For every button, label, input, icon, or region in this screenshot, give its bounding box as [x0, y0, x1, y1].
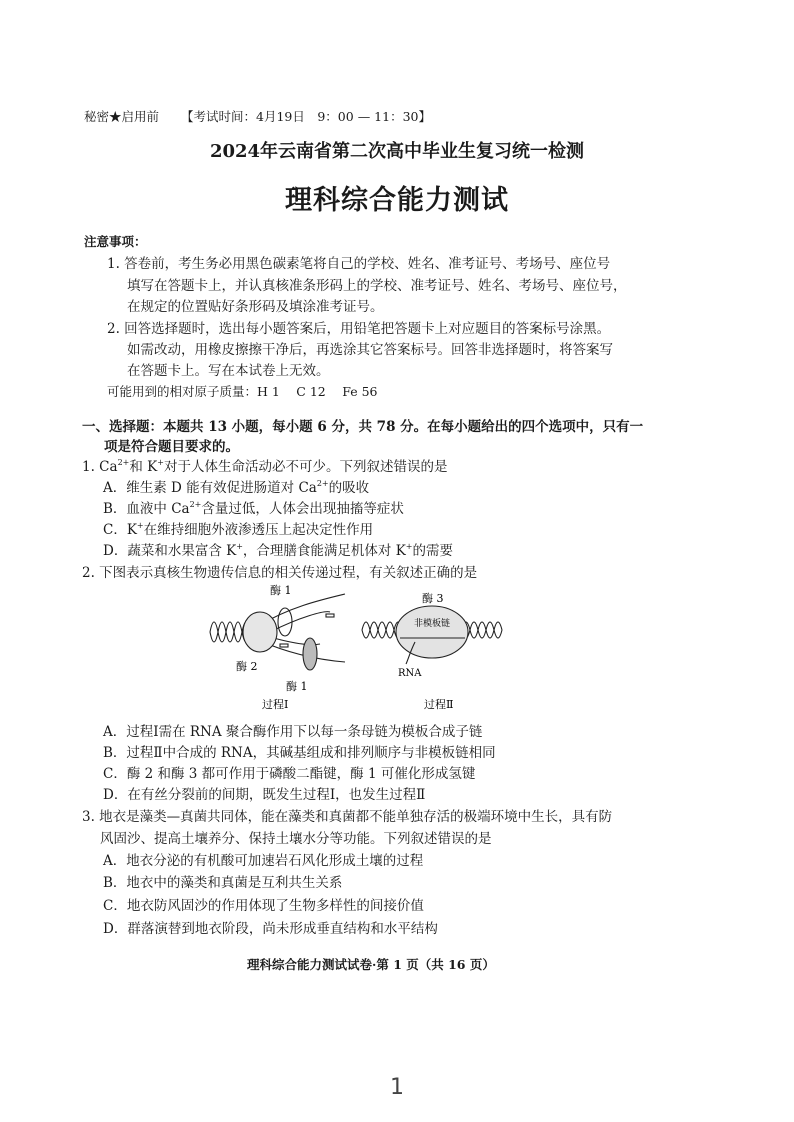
question-3-option-b: B．地衣中的藻类和真菌是互利共生关系	[103, 875, 343, 891]
notice-item-1-line2: 填写在答题卡上，并认真核准条形码上的学校、准考证号、姓名、考场号、座位号，	[127, 278, 627, 294]
question-1-option-b: B．血液中 $Ca^{2+}$含量过低，人体会出现抽搐等症状	[103, 500, 404, 517]
question-3-option-d: D．群落演替到地衣阶段，尚未形成垂直结构和水平结构	[103, 921, 438, 937]
rna-label: RNA	[398, 668, 422, 679]
question-2-option-b: B．过程Ⅱ中合成的 RNA，其碱基组成和排列顺序与非模板链相同	[103, 745, 496, 761]
question-2-option-a: A．过程Ⅰ需在 RNA 聚合酶作用下以每一条母链为模板合成子链	[103, 724, 483, 740]
section-heading-line2: 项是符合题目要求的。	[104, 439, 239, 455]
notice-item-2-line2: 如需改动，用橡皮擦擦干净后，再选涂其它答案标号。回答非选择题时，将答案写	[127, 342, 613, 358]
notice-item-1-line3: 在规定的位置贴好条形码及填涂准考证号。	[127, 299, 384, 315]
question-2-option-c: C．酶 2 和酶 3 都可作用于磷酸二酯键，酶 1 可催化形成氢键	[103, 766, 476, 782]
genetic-process-figure	[200, 582, 540, 712]
question-3-stem-line2: 风固沙、提高土壤养分、保持土壤水分等功能。下列叙述错误的是	[100, 831, 492, 847]
question-2-stem: 2. 下图表示真核生物遗传信息的相关传递过程，有关叙述正确的是	[82, 565, 478, 581]
enzyme-2-shape	[243, 612, 277, 652]
enzyme-3-label: 酶 3	[422, 592, 444, 605]
subject-title: 理科综合能力测试	[285, 185, 509, 216]
question-3-option-c: C．地衣防风固沙的作用体现了生物多样性的间接价值	[103, 898, 424, 914]
notice-item-1-line1: 1. 答卷前，考生务必用黑色碳素笔将自己的学校、姓名、准考证号、考场号、座位号	[107, 256, 611, 272]
notice-heading: 注意事项：	[84, 234, 147, 249]
page-number: 1	[390, 1075, 404, 1100]
notice-item-2-line3: 在答题卡上。写在本试卷上无效。	[127, 363, 330, 379]
enzyme-1-top-label: 酶 1	[270, 584, 292, 597]
process-2-label: 过程Ⅱ	[424, 698, 454, 711]
primer-bottom	[280, 644, 288, 647]
transcription-diagram	[362, 606, 502, 664]
non-template-label: 非模板链	[414, 619, 451, 629]
question-2-option-d: D．在有丝分裂前的间期，既发生过程Ⅰ，也发生过程Ⅱ	[103, 787, 426, 803]
question-1-stem: 1. $Ca^{2+}$和 K+对于人体生命活动必不可少。下列叙述错误的是	[82, 458, 448, 475]
enzyme-2-label: 酶 2	[236, 660, 258, 673]
exam-name: 2024年云南省第二次高中毕业生复习统一检测	[209, 141, 585, 162]
enzyme-1-bottom-shape	[303, 638, 317, 670]
section-heading-line1: 一、选择题：本题共 13 小题，每小题 6 分，共 78 分。在每小题给出的四个选项中，只有一	[82, 419, 644, 435]
enzyme-1-bottom-label: 酶 1	[286, 680, 308, 693]
question-1-option-c: C．K+在维持细胞外液渗透压上起决定性作用	[103, 521, 374, 538]
notice-item-2-line1: 2. 回答选择题时，选出每小题答案后，用铅笔把答题卡上对应题目的答案标号涂黑。	[107, 321, 611, 337]
enzyme-3-shape	[396, 606, 468, 658]
question-1-option-d: D．蔬菜和水果富含 K+，合理膳食能满足机体对 K+的需要	[103, 542, 453, 559]
process-1-label: 过程Ⅰ	[262, 698, 289, 711]
exam-time: 【考试时间：4月19日 9：00 — 11：30】	[181, 109, 431, 124]
primer-top	[326, 614, 334, 617]
footer-page-label: 理科综合能力测试试卷·第 1 页（共 16 页）	[247, 957, 495, 972]
atomic-mass: 可能用到的相对原子质量：H 1 C 12 Fe 56	[107, 384, 378, 399]
question-3-option-a: A．地衣分泌的有机酸可加速岩石风化形成土壤的过程	[103, 853, 424, 869]
confidential-label: 秘密★启用前	[84, 109, 160, 124]
dna-replication-diagram	[210, 594, 345, 670]
question-3-stem-line1: 3. 地衣是藻类—真菌共同体，能在藻类和真菌都不能单独存活的极端环境中生长，具有防	[82, 809, 613, 825]
question-1-option-a: A．维生素 D 能有效促进肠道对 $Ca^{2+}$的吸收	[103, 479, 370, 496]
